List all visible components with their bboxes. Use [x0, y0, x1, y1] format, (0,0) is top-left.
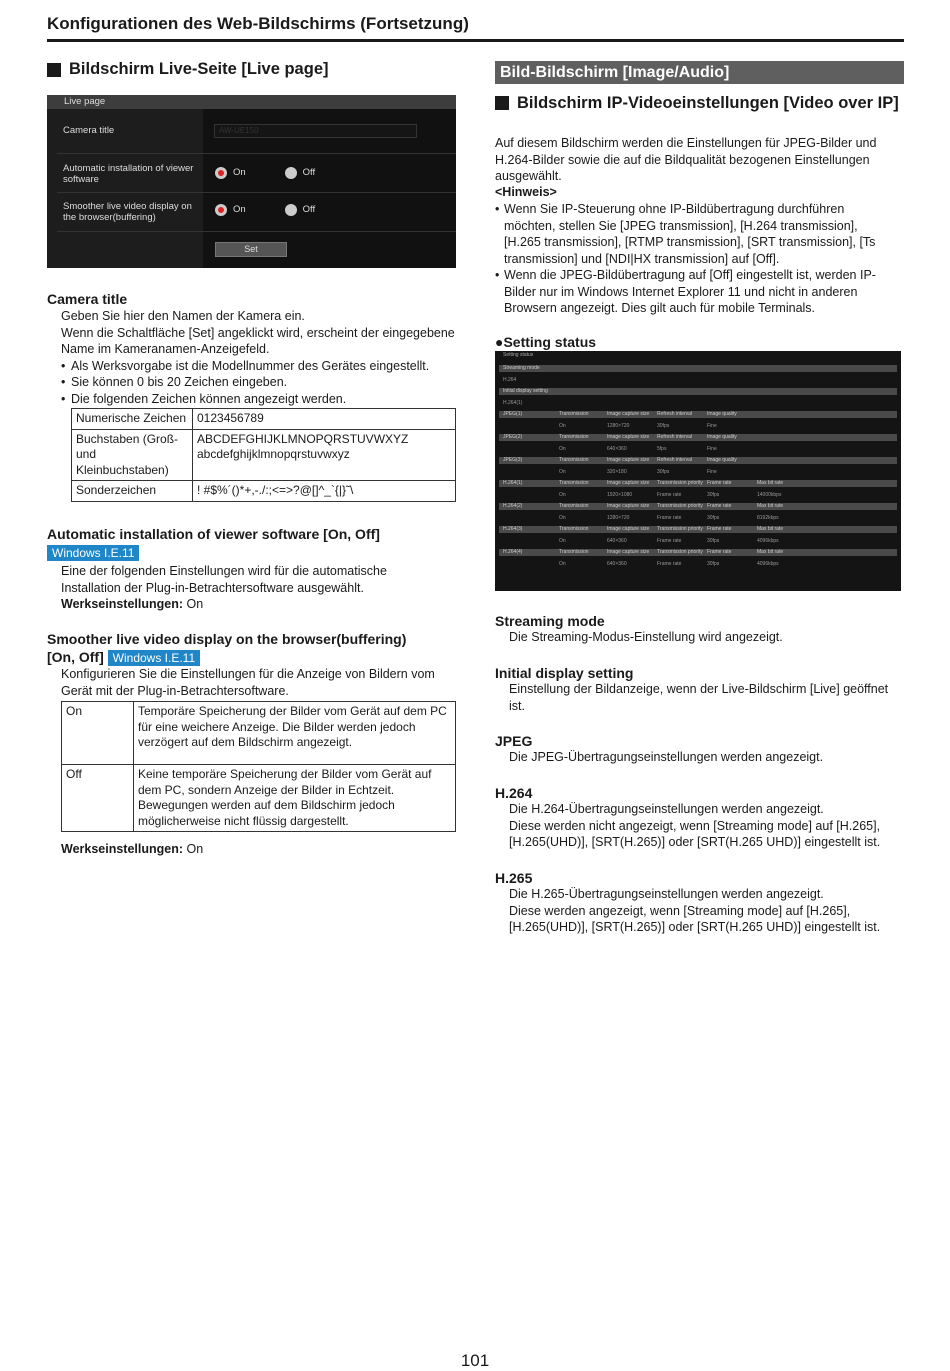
table-row	[62, 765, 456, 832]
mock-set-button[interactable]: Set	[215, 242, 287, 257]
status-mock-cell: Max bit rate	[757, 480, 784, 486]
table-cell: Sonderzeichen	[72, 481, 193, 502]
status-mock-cell: On	[559, 445, 566, 452]
status-mock-cell: Refresh interval	[657, 434, 693, 440]
item-text: Einstellung der Bildanzeige, wenn der Live-Bildschirm [Live] geöffnet ist.	[509, 682, 889, 713]
mock-auto-install-radios	[215, 164, 315, 182]
status-mock-cell: Fine	[707, 422, 717, 429]
status-mock-row	[499, 515, 897, 522]
status-mock-row	[499, 492, 897, 499]
status-mock-cell: 1280×720	[607, 422, 630, 429]
status-mock-cell: Max bit rate	[757, 526, 784, 532]
status-mock-row	[499, 446, 897, 453]
status-mock-row	[499, 549, 897, 556]
status-mock-cell: Image quality	[707, 457, 737, 463]
table-cell: Numerische Zeichen	[72, 409, 193, 430]
status-mock-cell: Transmission	[559, 457, 589, 463]
item-text: Die H.264-Übertragungseinstellungen werden angezeigt.	[509, 802, 824, 816]
square-bullet-icon	[495, 96, 509, 110]
item-heading: Initial display setting	[495, 665, 634, 681]
table-cell: ! #$%´()*+,-./:;<=>?@[]^_`{|}˜\	[193, 481, 456, 502]
radio-off-label: Off	[302, 204, 316, 216]
status-item-streaming-mode	[495, 613, 900, 646]
status-mock-cell: Initial display setting	[503, 388, 548, 394]
status-item-h265	[495, 870, 900, 936]
status-mock-row	[499, 365, 897, 372]
status-mock-cell: 4096kbps	[757, 560, 779, 567]
item-text: Die H.265-Übertragungseinstellungen werden angezeigt.	[509, 887, 824, 901]
status-mock-cell: Frame rate	[657, 537, 682, 544]
smoother-factory: Werkseinstellungen: On	[61, 842, 204, 856]
radio-off-label: Off	[302, 167, 316, 179]
camera-title-bullet: • Als Werksvorgabe ist die Modellnummer des Gerätes eingestellt.	[61, 358, 430, 373]
status-mock-cell: Frame rate	[707, 526, 732, 532]
item-text: Diese werden nicht angezeigt, wenn [Streaming mode] auf [H.265], [H.265(UHD)], [SRT(H.265)] oder [SRT(H.265 UHD)] eingestellt ist.	[509, 818, 881, 849]
status-item-initial-display	[495, 665, 900, 714]
note-item: • Wenn die JPEG-Bildübertragung auf [Off] eingestellt ist, werden IP-Bilder nur im Windows Internet Explorer 11 und nicht in anderen Browsern angezeigt. Dies gilt auch für mobile Terminals.	[495, 268, 876, 315]
status-mock-cell: Frame rate	[657, 514, 682, 521]
status-mock-cell: Transmission priority	[657, 480, 703, 486]
mock-separator	[57, 192, 456, 193]
status-mock-cell: H.264(3)	[503, 526, 523, 532]
status-mock-cell: Streaming mode	[503, 365, 540, 371]
item-text: Diese werden angezeigt, wenn [Streaming mode] auf [H.265], [H.265(UHD)], [SRT(H.265)] oder [SRT(H.265 UHD)] eingestellt ist.	[509, 903, 881, 934]
status-mock-row	[499, 526, 897, 533]
auto-install-body	[61, 563, 431, 613]
mock-smoother-radios	[215, 201, 315, 219]
setting-status-heading: ●Setting status	[495, 334, 597, 350]
status-mock-cell: Frame rate	[657, 560, 682, 567]
video-over-ip-intro: Auf diesem Bildschirm werden die Einstellungen für JPEG-Bilder und H.264-Bilder sowie die auf die Bildqualität bezogenen Einstellungen ausgewählt.	[495, 136, 877, 183]
camera-title-body	[61, 308, 456, 407]
status-mock-cell: Transmission	[559, 526, 589, 532]
table-cell: Temporäre Speicherung der Bilder vom Gerät auf dem PC für eine weichere Anzeige. Die Bilder werden jedoch verzögert auf dem Bildschirm angezeigt.	[134, 702, 456, 765]
status-mock-cell: Refresh interval	[657, 411, 693, 417]
status-mock-cell: H.264(1)	[503, 480, 523, 486]
table-row	[62, 702, 456, 765]
table-row	[72, 409, 456, 430]
status-item-h264	[495, 785, 900, 851]
setting-status-screenshot	[495, 351, 901, 591]
buffering-table	[61, 701, 456, 832]
status-mock-cell: H.264(2)	[503, 503, 523, 509]
status-mock-cell: Image capture size	[607, 411, 650, 417]
status-mock-row	[499, 561, 897, 568]
status-mock-row	[499, 400, 897, 407]
status-mock-cell: Transmission	[559, 411, 589, 417]
status-mock-row	[499, 411, 897, 418]
auto-install-p1: Eine der folgenden Einstellungen wird für die automatische Installation der Plug-in-Betrachtersoftware ausgewählt.	[61, 564, 387, 595]
status-mock-cell: Transmission	[559, 549, 589, 555]
table-row	[72, 481, 456, 502]
status-mock-cell: Fine	[707, 468, 717, 475]
radio-on-selected-icon[interactable]	[215, 204, 227, 216]
status-mock-cell: On	[559, 514, 566, 521]
radio-on-selected-icon[interactable]	[215, 167, 227, 179]
smoother-p1: Konfigurieren Sie die Einstellungen für die Anzeige von Bildern vom Gerät mit der Plug-in-Betrachtersoftware.	[61, 667, 435, 698]
title-rule	[47, 39, 904, 42]
status-mock-cell: H.264(1)	[503, 399, 523, 406]
mock-camera-title-input[interactable]: AW-UE150	[214, 124, 417, 138]
status-mock-cell: JPEG(1)	[503, 411, 523, 417]
table-cell: Off	[62, 765, 134, 832]
status-mock-row	[499, 503, 897, 510]
status-mock-cell: Frame rate	[707, 480, 732, 486]
radio-off-icon[interactable]	[285, 204, 297, 216]
status-mock-row	[499, 538, 897, 545]
mock-separator	[57, 153, 456, 154]
status-mock-cell: Transmission priority	[657, 549, 703, 555]
status-mock-row	[499, 377, 897, 384]
radio-on-label: On	[233, 167, 246, 179]
characters-table	[71, 408, 456, 502]
item-text: Die Streaming-Modus-Einstellung wird angezeigt.	[509, 630, 783, 644]
status-mock-cell: 4096kbps	[757, 537, 779, 544]
table-row	[72, 429, 456, 481]
live-page-section-title	[47, 60, 456, 79]
status-mock-cell: 30fps	[657, 468, 670, 475]
status-mock-cell: Max bit rate	[757, 549, 784, 555]
item-heading: JPEG	[495, 733, 533, 749]
status-mock-cell: Image capture size	[607, 526, 650, 532]
item-heading: H.264	[495, 785, 533, 801]
status-mock-cell: Fine	[707, 445, 717, 452]
table-cell: Keine temporäre Speicherung der Bilder vom Gerät auf dem PC, sondern Anzeige der Bilder in Echtzeit. Bewegungen werden auf dem Bildschirm jedoch möglicherweise nicht flüssig dargestellt.	[134, 765, 456, 832]
status-mock-cell: Refresh interval	[657, 457, 693, 463]
status-mock-row	[499, 434, 897, 441]
note-heading: <Hinweis>	[495, 185, 557, 199]
smoother-heading: Smoother live video display on the browser(buffering)	[47, 631, 407, 647]
camera-title-heading: Camera title	[47, 291, 128, 307]
video-over-ip-section-title	[495, 93, 904, 114]
camera-title-bullet: • Die folgenden Zeichen können angezeigt werden.	[61, 391, 347, 406]
mock-separator	[57, 231, 456, 232]
status-mock-cell: 30fps	[707, 491, 720, 498]
status-item-jpeg	[495, 733, 900, 766]
table-cell: On	[62, 702, 134, 765]
status-mock-cell: JPEG(3)	[503, 457, 523, 463]
status-mock-row	[499, 480, 897, 487]
item-text: Die JPEG-Übertragungseinstellungen werden angezeigt.	[509, 750, 824, 764]
status-mock-cell: 1920×1080	[607, 491, 633, 498]
status-mock-cell: 640×360	[607, 560, 627, 567]
filled-circle-icon: ●	[495, 334, 504, 350]
table-cell: 0123456789	[193, 409, 456, 430]
auto-install-heading: Automatic installation of viewer software [On, Off]	[47, 526, 380, 542]
status-mock-cell: 30fps	[707, 560, 720, 567]
smoother-heading-2: [On, Off] Windows I.E.11	[47, 649, 200, 666]
status-mock-cell: 640×360	[607, 445, 627, 452]
status-mock-cell: 14000kbps	[757, 491, 782, 498]
auto-install-badge	[47, 544, 139, 562]
status-mock-cell: 30fps	[707, 537, 720, 544]
status-mock-cell: 5fps	[657, 445, 667, 452]
radio-on-label: On	[233, 204, 246, 216]
status-mock-cell: On	[559, 468, 566, 475]
table-cell: ABCDEFGHIJKLMNOPQRSTUVWXYZ abcdefghijklmnopqrstuvwxyz	[193, 429, 456, 481]
status-mock-cell: On	[559, 491, 566, 498]
live-page-mock-header: Live page	[47, 95, 456, 109]
status-mock-cell: 8192kbps	[757, 514, 779, 521]
status-mock-cell: On	[559, 560, 566, 567]
status-mock-row	[499, 388, 897, 395]
status-mock-cell: Transmission	[559, 480, 589, 486]
square-bullet-icon	[47, 63, 61, 77]
status-mock-title: Setting status	[503, 352, 534, 358]
radio-off-icon[interactable]	[285, 167, 297, 179]
status-mock-cell: 1280×720	[607, 514, 630, 521]
auto-install-factory: Werkseinstellungen: On	[61, 597, 204, 611]
mock-camera-title-label: Camera title	[63, 125, 115, 136]
live-page-section-title-text: Bildschirm Live-Seite [Live page]	[69, 60, 329, 78]
status-mock-row	[499, 457, 897, 464]
status-mock-cell: Image capture size	[607, 457, 650, 463]
live-page-screenshot	[47, 95, 456, 268]
status-mock-cell: 320×180	[607, 468, 627, 475]
mock-smoother-label: Smoother live video display on the browser(buffering)	[63, 201, 192, 223]
status-mock-cell: Image capture size	[607, 480, 650, 486]
status-mock-cell: On	[559, 422, 566, 429]
status-mock-cell: JPEG(2)	[503, 434, 523, 440]
status-mock-row	[499, 423, 897, 430]
page-title: Konfigurationen des Web-Bildschirms (Fortsetzung)	[47, 14, 469, 33]
status-mock-cell: Frame rate	[707, 503, 732, 509]
item-heading: Streaming mode	[495, 613, 605, 629]
item-heading: H.265	[495, 870, 533, 886]
windows-ie11-badge: Windows I.E.11	[47, 545, 139, 561]
status-mock-cell: 640×360	[607, 537, 627, 544]
status-mock-cell: H.264	[503, 376, 517, 383]
video-over-ip-section-title-text: Bildschirm IP-Videoeinstellungen [Video over IP]	[517, 94, 899, 112]
status-mock-row	[499, 469, 897, 476]
status-mock-cell: Transmission	[559, 434, 589, 440]
image-audio-banner: Bild-Bildschirm [Image/Audio]	[495, 61, 904, 84]
status-mock-cell: Frame rate	[707, 549, 732, 555]
camera-title-p2: Wenn die Schaltfläche [Set] angeklickt wird, erscheint der eingegebene Name im Kameranamen-Anzeigefeld.	[61, 325, 455, 356]
status-mock-cell: On	[559, 537, 566, 544]
notes-list	[495, 201, 895, 317]
status-mock-cell: Image quality	[707, 434, 737, 440]
status-mock-cell: Transmission	[559, 503, 589, 509]
status-mock-cell: H.264(4)	[503, 549, 523, 555]
camera-title-bullet: • Sie können 0 bis 20 Zeichen eingeben.	[61, 375, 288, 389]
camera-title-p1: Geben Sie hier den Namen der Kamera ein.	[61, 309, 305, 323]
status-mock-cell: Image capture size	[607, 434, 650, 440]
status-mock-cell: Image capture size	[607, 503, 650, 509]
status-mock-cell: Image capture size	[607, 549, 650, 555]
page-number: 101	[460, 1351, 490, 1370]
table-cell: Buchstaben (Groß- und Kleinbuchstaben)	[72, 429, 193, 481]
note-item: • Wenn Sie IP-Steuerung ohne IP-Bildübertragung durchführen möchten, stellen Sie [JPEG transmission], [H.264 transmission], [H.265 transmission], [RTMP transmission], [SRT transmission], [Ts transmission] und [NDI|HX transmission] auf [Off].	[495, 202, 876, 266]
status-mock-cell: 30fps	[707, 514, 720, 521]
status-mock-cell: Transmission priority	[657, 503, 703, 509]
status-mock-cell: Frame rate	[657, 491, 682, 498]
status-mock-cell: Transmission priority	[657, 526, 703, 532]
status-mock-cell: 30fps	[657, 422, 670, 429]
mock-auto-install-label: Automatic installation of viewer software	[63, 163, 194, 185]
status-mock-cell: Max bit rate	[757, 503, 784, 509]
status-mock-cell: Image quality	[707, 411, 737, 417]
windows-ie11-badge: Windows I.E.11	[108, 650, 200, 666]
